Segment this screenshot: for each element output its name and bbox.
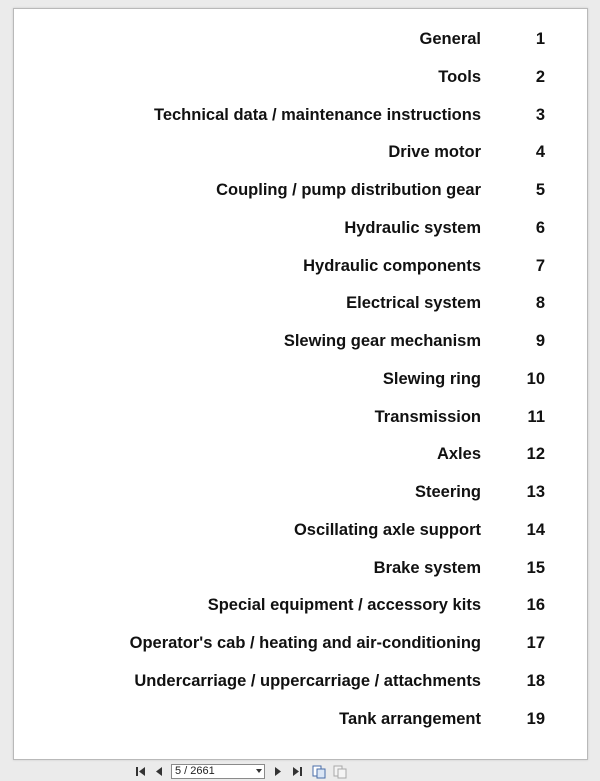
toc-entry-title: Hydraulic system xyxy=(344,218,481,237)
toc-entry-title: Undercarriage / uppercarriage / attachments xyxy=(134,671,481,690)
toc-entry-title: Axles xyxy=(436,445,481,464)
toc-entry-title: Brake system xyxy=(373,558,481,577)
toc-entry-number: 14 xyxy=(526,520,545,539)
toc-entry xyxy=(14,291,587,315)
toc-entry xyxy=(14,367,587,391)
toc-entry-title: Hydraulic components xyxy=(303,256,481,275)
toc-entry xyxy=(14,27,587,51)
toc-entry-title: Drive motor xyxy=(388,143,481,162)
toc-entry-number: 6 xyxy=(535,218,545,237)
toc-entry-number: 2 xyxy=(535,67,545,86)
toc-entry-number: 8 xyxy=(535,294,545,313)
toc-entry xyxy=(14,405,587,429)
toc-entry-title: Oscillating axle support xyxy=(293,520,481,539)
toc-entry-title: Coupling / pump distribution gear xyxy=(216,181,481,199)
previous-page-icon[interactable] xyxy=(151,764,167,779)
toc-entry-number: 16 xyxy=(526,596,545,615)
toc-entry xyxy=(14,65,587,89)
toc-entry xyxy=(14,254,587,278)
page-view-icon[interactable] xyxy=(311,764,327,779)
toc-entry-title: Steering xyxy=(414,483,481,501)
next-page-icon[interactable] xyxy=(270,764,286,779)
page-number-select[interactable] xyxy=(171,764,265,779)
toc-entry-title: Tools xyxy=(438,67,481,86)
toc-entry-title: Special equipment / accessory kits xyxy=(207,596,481,615)
toc-entry-number: 7 xyxy=(535,256,545,275)
toc-entry-number: 10 xyxy=(526,369,545,388)
toc-entry xyxy=(14,103,587,127)
toc-entry-number: 18 xyxy=(526,671,545,690)
toc-entry-number: 1 xyxy=(535,30,545,48)
toc-entry-title: Slewing ring xyxy=(382,369,481,388)
toc-entry xyxy=(14,329,587,353)
toc-entry-title: Operator's cab / heating and air-conditioning xyxy=(129,634,481,652)
toc-entry-number: 15 xyxy=(526,558,545,577)
toc-entry-number: 9 xyxy=(535,332,545,350)
first-page-icon[interactable] xyxy=(133,764,149,779)
fit-page-icon[interactable] xyxy=(332,764,348,779)
toc-entry xyxy=(14,593,587,617)
chevron-down-icon xyxy=(256,769,262,773)
toc-entry xyxy=(14,178,587,202)
toc-entry xyxy=(14,669,587,693)
toc-entry-number: 3 xyxy=(535,105,545,124)
toc-entry-number: 4 xyxy=(535,143,545,162)
toc-entry-title: Tank arrangement xyxy=(339,709,481,728)
toc-entry-title: General xyxy=(419,30,481,48)
toc-entry-title: Transmission xyxy=(374,407,481,426)
last-page-icon[interactable] xyxy=(289,764,305,779)
document-page xyxy=(13,8,588,760)
toc-entry xyxy=(14,707,587,731)
toc-entry xyxy=(14,556,587,580)
toc-entry-number: 19 xyxy=(526,709,545,728)
toc-entry-title: Technical data / maintenance instructions xyxy=(153,105,481,124)
toc-entry xyxy=(14,518,587,542)
toc-entry xyxy=(14,216,587,240)
page-indicator: 5 / 2661 xyxy=(175,765,215,777)
toc-entry-title: Electrical system xyxy=(346,294,481,313)
toc-entry xyxy=(14,140,587,164)
toc-entry-number: 12 xyxy=(526,445,545,464)
toc-entry-number: 13 xyxy=(526,483,545,501)
toc-entry-number: 5 xyxy=(535,181,545,199)
toc-entry-number: 11 xyxy=(527,407,545,426)
toc-entry xyxy=(14,480,587,504)
toc-entry-number: 17 xyxy=(526,634,545,652)
toc-entry xyxy=(14,631,587,655)
toc-entry-title: Slewing gear mechanism xyxy=(283,332,481,350)
navigation-toolbar xyxy=(0,762,600,781)
toc-entry xyxy=(14,442,587,466)
